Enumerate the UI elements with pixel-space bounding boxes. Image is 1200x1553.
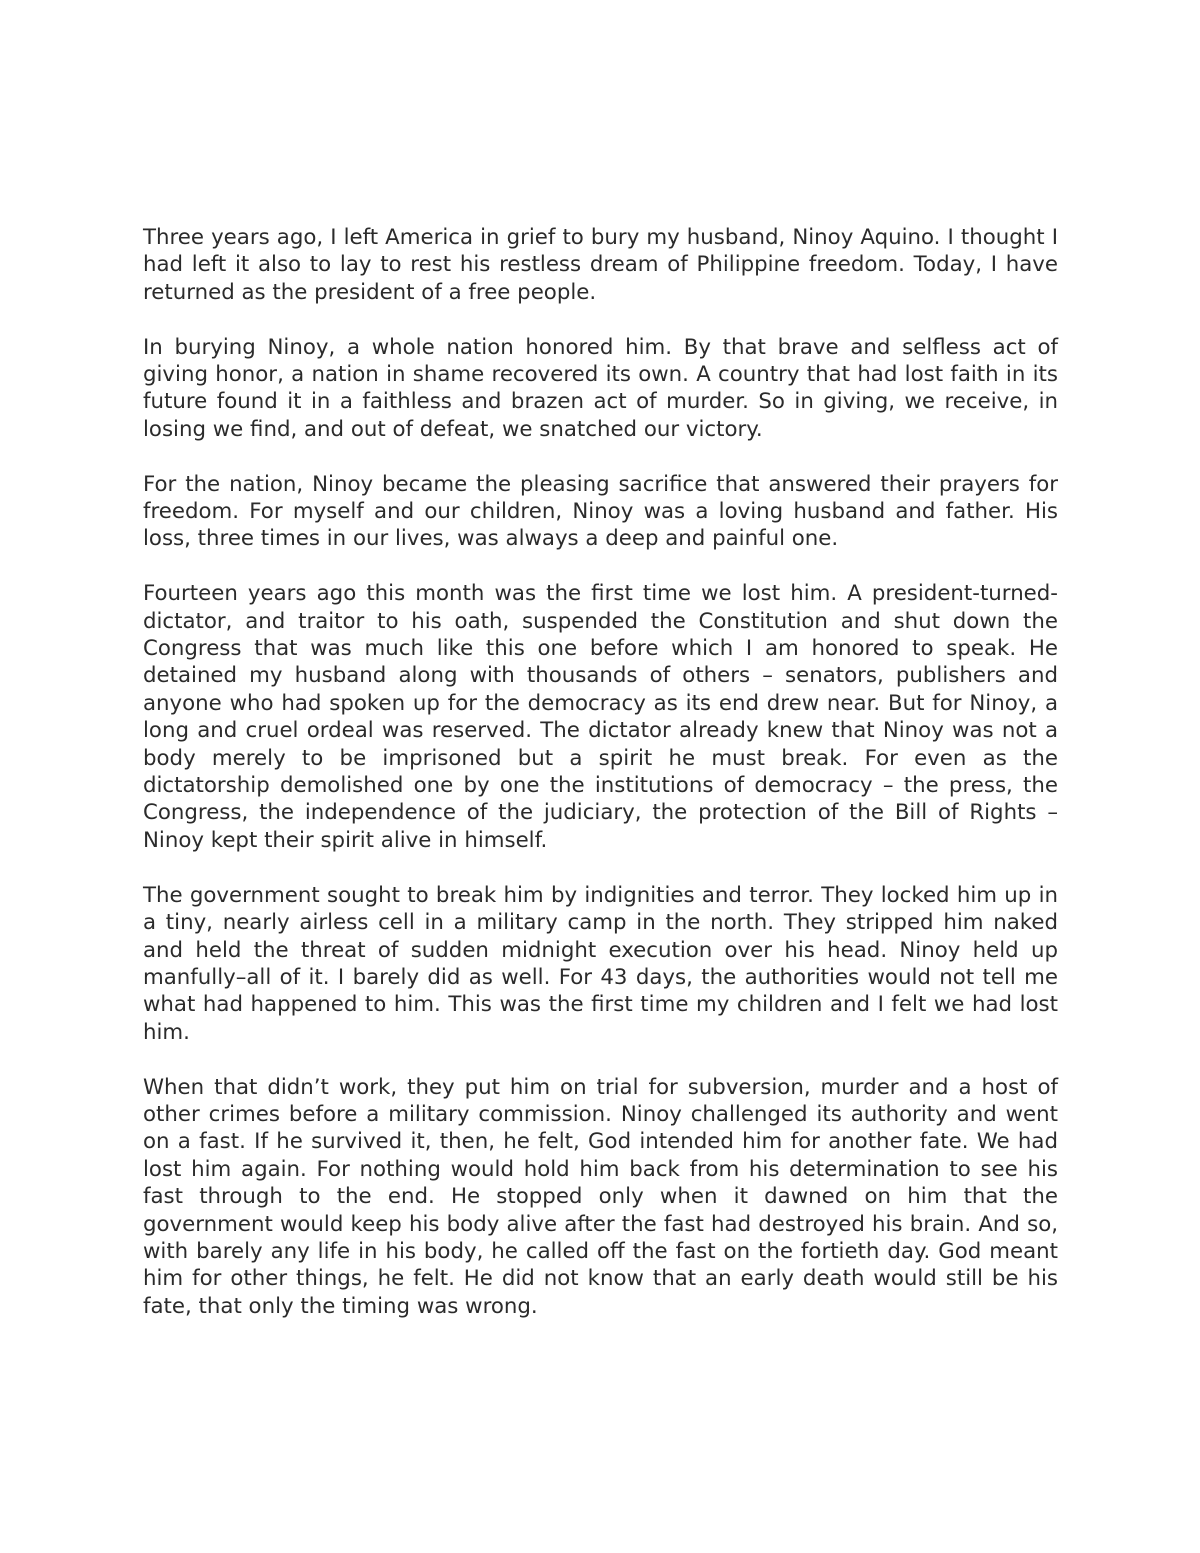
paragraph-5: The government sought to break him by indignities and terror. They locked him up in a tiny, nearly airless cell in a military camp in the north. They stripped him naked and held the threat of sudden midnight execution over his head. Ninoy held up manfully–all of it. I barely did as well. For 43 days, the authorities would not tell me what had happened to him. This was the first time my children and I felt we had lost him.: [143, 882, 1058, 1045]
paragraph-3: For the nation, Ninoy became the pleasing sacrifice that answered their prayers for freedom. For myself and our children, Ninoy was a loving husband and father. His loss, three times in our lives, was always a deep and painful one.: [143, 471, 1058, 552]
paragraph-6: When that didn’t work, they put him on trial for subversion, murder and a host of other crimes before a military commission. Ninoy challenged its authority and went on a fast. If he survived it, then, he felt, God intended him for another fate. We had lost him again. For nothing would hold him back from his determination to see his fast through to the end. He stopped only when it dawned on him that the government would keep his body alive after the fast had destroyed his brain. And so, with barely any life in his body, he called off the fast on the fortieth day. God meant him for other things, he felt. He did not know that an early death would still be his fate, that only the timing was wrong.: [143, 1074, 1058, 1319]
paragraph-4: Fourteen years ago this month was the first time we lost him. A president-turned-dictator, and traitor to his oath, suspended the Constitution and shut down the Congress that was much like this one before which I am honored to speak. He detained my husband along with thousands of others – senators, publishers and anyone who had spoken up for the democracy as its end drew near. But for Ninoy, a long and cruel ordeal was reserved. The dictator already knew that Ninoy was not a body merely to be imprisoned but a spirit he must break. For even as the dictatorship demolished one by one the institutions of democracy – the press, the Congress, the independence of the judiciary, the protection of the Bill of Rights – Ninoy kept their spirit alive in himself.: [143, 581, 1058, 853]
paragraph-2: In burying Ninoy, a whole nation honored him. By that brave and selfless act of giving honor, a nation in shame recovered its own. A country that had lost faith in its future found it in a faithless and brazen act of murder. So in giving, we receive, in losing we find, and out of defeat, we snatched our victory.: [143, 334, 1058, 442]
paragraph-1: Three years ago, I left America in grief to bury my husband, Ninoy Aquino. I thought I had left it also to lay to rest his restless dream of Philippine freedom. Today, I have returned as the president of a free people.: [143, 225, 1058, 305]
document-body: [143, 224, 1058, 1320]
